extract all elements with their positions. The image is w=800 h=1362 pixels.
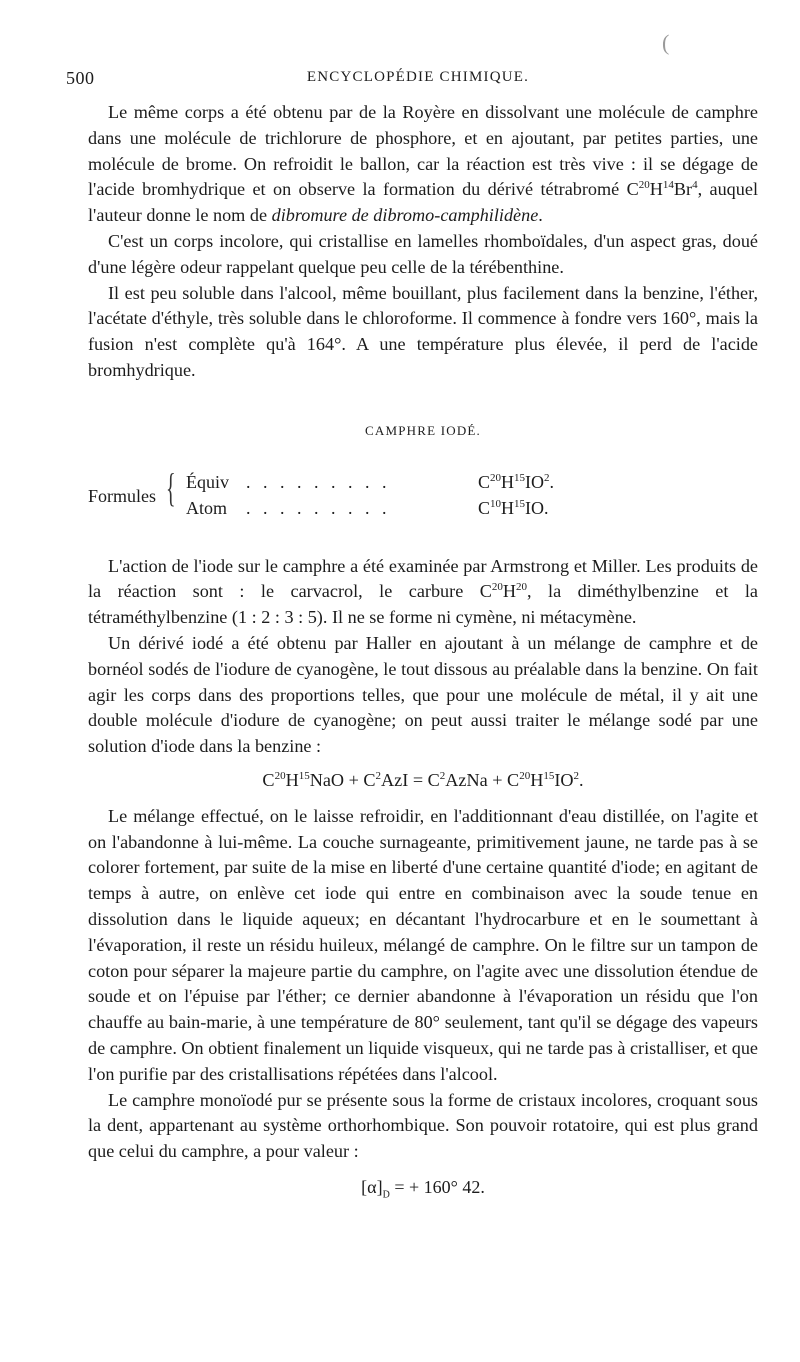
formulas-label: Formules <box>88 485 157 506</box>
superscript: 4 <box>692 179 698 192</box>
running-title: ENCYCLOPÉDIE CHIMIQUE. <box>306 69 530 85</box>
text-run: . <box>549 471 555 492</box>
text-run: Le même corps a été obtenu par de la Royère en dissolvant une molécule de camphre dans une molécule de trichlorure de phosphore, et en ajoutant, par petites parties, une molécule de brome. On refroidit le ballon, car la réaction est très vive : il se dégage de l'acide bromhydrique et on observe la formation du dérivé tétrabromé C <box>88 102 758 200</box>
page-body <box>88 100 758 1208</box>
formula-value <box>478 496 549 522</box>
text-run: IO <box>525 471 545 492</box>
rotation-value: = + 160° 42. <box>394 1176 485 1197</box>
paragraph-armstrong <box>88 554 758 631</box>
superscript: 20 <box>490 471 502 484</box>
leader-dots: . . . . . . . . . <box>246 497 391 518</box>
formula-name: Atom <box>186 497 228 518</box>
formula-row-equiv <box>186 470 555 496</box>
paragraph-procedure: Le mélange effectué, on le laisse refroidir, en l'additionnant d'eau distillée, on l'agite et on l'abandonne à lui-même. La couche surnageante, primitivement jaune, ne tarde pas à se colorer fortement, par suite de la mise en liberté d'une certaine quantité d'iode; en agitant de temps à autre, on enlève cet iode qui entre en combinaison avec la soude tenue en dissolution dans le liquide aqueux; en décantant l'hydrocarbure et en le soumettant à l'évaporation, il reste un résidu huileux, mélangé de camphre. On le filtre sur un tampon de coton pour séparer la majeure partie du camphre, on l'agite avec une dissolution étendue de soude et on l'épuise par l'éther; ce dernier abandonne à l'évaporation un résidu que l'on chauffe au bain-marie, à une température de 80° seulement, tant qu'il se dégage des vapeurs de camphre. On obtient finalement un liquide visqueux, qui ne tarde pas à cristalliser, et que l'on purifie par des cristallisations répétées dans l'alcool. <box>88 805 758 1084</box>
formula-row-atom <box>186 496 549 522</box>
text-run: L'action de l'iode sur le camphre a été examinée par Armstrong et Miller. Les produits de la réaction sont : le carvacrol, le carbure C <box>88 555 758 602</box>
superscript: 2 <box>375 769 382 782</box>
text-run: C <box>478 497 491 518</box>
paragraph-description: C'est un corps incolore, qui cristallise en lamelles rhomboïdales, d'un aspect gras, doué d'une légère odeur rappelant quelque peu celle de la térébenthine. <box>88 230 758 277</box>
text-run: H <box>285 769 299 790</box>
superscript: 15 <box>514 497 526 510</box>
reaction-equation <box>88 768 758 794</box>
text-run: . <box>579 769 584 790</box>
superscript: 20 <box>491 581 503 594</box>
superscript: 20 <box>519 769 531 782</box>
text-run: . <box>544 497 549 518</box>
superscript: 2 <box>573 769 580 782</box>
text-run: IO <box>554 769 574 790</box>
text-run: H <box>501 497 515 518</box>
subscript: D <box>382 1189 390 1201</box>
paragraph-properties: Le camphre monoïodé pur se présente sous la forme de cristaux incolores, croquant sous la dent, appartenant au système orthorhombique. Son pouvoir rotatoire, qui est plus grand que celui du camphre, a pour valeur : <box>88 1089 758 1162</box>
margin-mark: ( <box>662 30 670 55</box>
text-run: AzNa + C <box>445 769 520 790</box>
formula-name: Équiv <box>186 471 229 492</box>
text-run: H <box>530 769 544 790</box>
text-run: H <box>501 471 515 492</box>
alpha-symbol: [α] <box>361 1176 383 1197</box>
text-run: , auquel l'auteur donne le nom de <box>88 179 758 226</box>
text-run: . <box>538 205 543 226</box>
page-header <box>66 68 770 94</box>
paragraph-solubility: Il est peu soluble dans l'alcool, même bouillant, plus facilement dans la benzine, l'éther, l'acétate d'éthyle, très soluble dans le chloroforme. Il commence à fondre vers 160°, mais la fusion n'est complète qu'à 164°. A une température plus élevée, il perd de l'acide bromhydrique. <box>88 282 758 380</box>
superscript: 2 <box>544 471 550 484</box>
text-run: H <box>502 581 517 602</box>
italic-name: dibromure de dibromo-camphilidène <box>271 205 539 226</box>
paragraph-haller: Un dérivé iodé a été obtenu par Haller en ajoutant à un mélange de camphre et de bornéol sodés de l'iodure de cyanogène, le tout dissous au préalable dans la benzine. On fait agir les corps dans des proportions telles, que pour une molécule de métal, il y ait une double molécule d'iodure de cyanogène; on peut aussi traiter le mélange sodé par une solution d'iode dans la benzine : <box>88 632 758 757</box>
superscript: 20 <box>516 581 528 594</box>
text-run: , la diméthylbenzine et la tétraméthylbenzine (1 : 2 : 3 : 5). Il ne se forme ni cymène, ni métacymène. <box>88 581 759 628</box>
text-run: C <box>262 769 275 790</box>
superscript: 2 <box>439 769 446 782</box>
formulas-block <box>88 464 758 526</box>
text-run: Br <box>673 179 693 200</box>
leader-dots: . . . . . . . . . <box>246 471 391 492</box>
superscript: 15 <box>298 769 310 782</box>
rotatory-power <box>88 1175 758 1208</box>
superscript: 15 <box>514 471 526 484</box>
brace-glyph: { <box>166 464 176 510</box>
superscript: 20 <box>638 179 650 192</box>
paragraph-dibromure <box>88 100 758 229</box>
superscript: 20 <box>274 769 286 782</box>
formula-value <box>478 470 554 496</box>
text-run: NaO + C <box>309 769 376 790</box>
page-number: 500 <box>66 68 95 88</box>
text-run: H <box>649 179 663 200</box>
superscript: 14 <box>662 179 674 192</box>
superscript: 15 <box>543 769 555 782</box>
text-run: C <box>478 471 491 492</box>
section-heading: CAMPHRE IODÉ. <box>365 422 481 438</box>
text-run: IO <box>525 497 545 518</box>
text-run: AzI = C <box>381 769 440 790</box>
superscript: 10 <box>490 497 502 510</box>
